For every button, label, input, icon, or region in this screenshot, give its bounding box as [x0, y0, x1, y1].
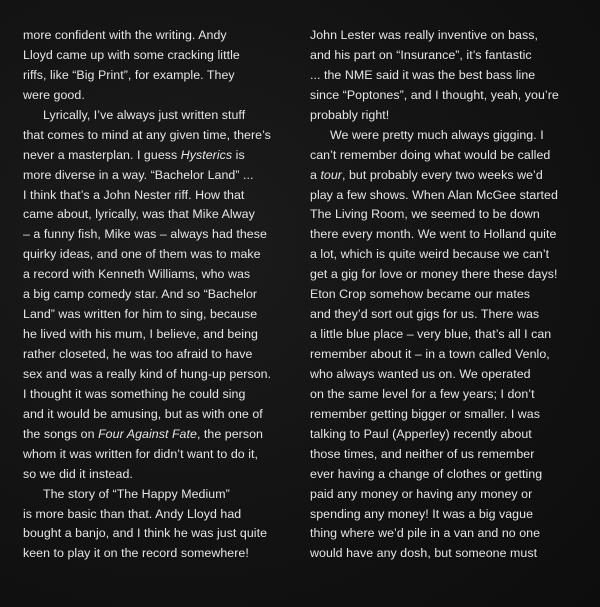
left-column-line: rather closeted, he was too afraid to have [23, 347, 253, 361]
right-column-line: spending any money! It was a big vague [310, 506, 534, 521]
left-column-line: Land” was written for him to sing, because [23, 307, 258, 322]
right-column-line: Eton Crop somehow became our mates [310, 287, 531, 302]
left-column-line: quirky ideas, and one of them was to make [23, 247, 261, 262]
right-column-line: a lot, which is quite weird because we can’t [310, 247, 550, 262]
right-column-line: there every month. We went to Holland quite [310, 227, 557, 242]
right-column-line: who always wanted us on. We operated [310, 366, 531, 381]
text-segment: is [232, 147, 245, 162]
left-column-line: The story of “The Happy Medium” [43, 486, 230, 501]
left-column-line: so we did it instead. [23, 466, 133, 481]
text-segment: never a masterplan. I guess [23, 147, 181, 162]
right-column-line: paid any money or having any money or [310, 486, 533, 501]
right-column-line: a little blue place – very blue, that’s all I can [310, 327, 552, 342]
right-column-line: We were pretty much always gigging. I [330, 127, 544, 142]
right-column-line: ever having a change of clothes or getting [310, 466, 543, 481]
left-column-line [23, 146, 293, 166]
right-column-line: thing where we’d pile in a van and no one [310, 526, 541, 541]
left-column-line: came about, lyrically, was that Mike Alway [23, 207, 255, 222]
right-column-line: can’t remember doing what would be called [310, 147, 551, 162]
left-column-line: is more basic than that. Andy Lloyd had [23, 506, 242, 521]
left-column-line [23, 425, 293, 445]
right-column-line: ... the NME said it was the best bass line [310, 67, 536, 82]
right-column-line: The Living Room, we seemed to be down [310, 207, 540, 222]
right-column-line: play a few shows. When Alan McGee started [310, 187, 558, 202]
left-column-line: Lloyd came up with some cracking little [23, 47, 240, 62]
italic-title: tour [320, 167, 342, 182]
left-column-line: – a funny fish, Mike was – always had these [23, 227, 267, 242]
left-column-line: riffs, like “Big Print”, for example. They [23, 67, 235, 82]
left-column-line: that comes to mind at any given time, there’s [23, 127, 271, 142]
right-column-line: and his part on “Insurance”, it’s fantastic [310, 47, 532, 62]
left-column-line: he lived with his mum, I believe, and being [23, 327, 258, 342]
right-column-line: since “Poptones”, and I thought, yeah, you’re [310, 87, 559, 102]
left-column-line: were good. [23, 87, 85, 102]
left-column-line: I thought it was something he could sing [23, 386, 246, 401]
right-column-line: probably right! [310, 107, 390, 122]
right-column-line: on the same level for a few years; I don’t [310, 386, 535, 401]
left-column-line: more confident with the writing. Andy [23, 28, 227, 42]
text-segment: a [310, 167, 321, 182]
left-column-line: more diverse in a way. “Bachelor Land” ... [23, 167, 254, 182]
left-column-line: I think that’s a John Nester riff. How that [23, 187, 245, 202]
left-column-line: bought a banjo, and I think he was just quite [23, 526, 268, 541]
left-column-line: whom it was written for didn’t want to do it, [23, 446, 259, 461]
italic-title: Four Against Fate [98, 426, 197, 441]
text-segment: , but probably every two weeks we’d [342, 167, 543, 182]
right-column-line: John Lester was really inventive on bass, [310, 28, 538, 42]
right-column-line: those times, and neither of us remember [310, 446, 535, 461]
text-segment: , the person [196, 426, 263, 441]
right-column-line: get a gig for love or money there these days! [310, 267, 558, 282]
left-column-line: Lyrically, I’ve always just written stuff [43, 107, 246, 122]
right-column-line: remember getting bigger or smaller. I was [310, 406, 540, 421]
right-column-line: and they’d sort out gigs for us. There was [310, 307, 540, 322]
left-column-line: a big camp comedy star. And so “Bachelor [23, 287, 258, 302]
text-segment: the songs on [23, 426, 99, 441]
italic-title: Hysterics [180, 147, 233, 162]
right-text-column [310, 26, 585, 564]
right-column-line [310, 166, 585, 186]
left-column-line: sex and was a really kind of hung-up person. [23, 366, 272, 381]
left-column-line: keen to play it on the record somewhere! [23, 546, 249, 561]
left-text-column [23, 26, 293, 564]
left-column-line: and it would be amusing, but as with one of [23, 406, 263, 421]
right-column-line: would have any dosh, but someone must [310, 546, 538, 561]
right-column-line: talking to Paul (Apperley) recently about [310, 426, 532, 441]
right-column-line: remember about it – in a town called Venlo, [310, 347, 550, 361]
left-column-line: a record with Kenneth Williams, who was [23, 267, 251, 282]
